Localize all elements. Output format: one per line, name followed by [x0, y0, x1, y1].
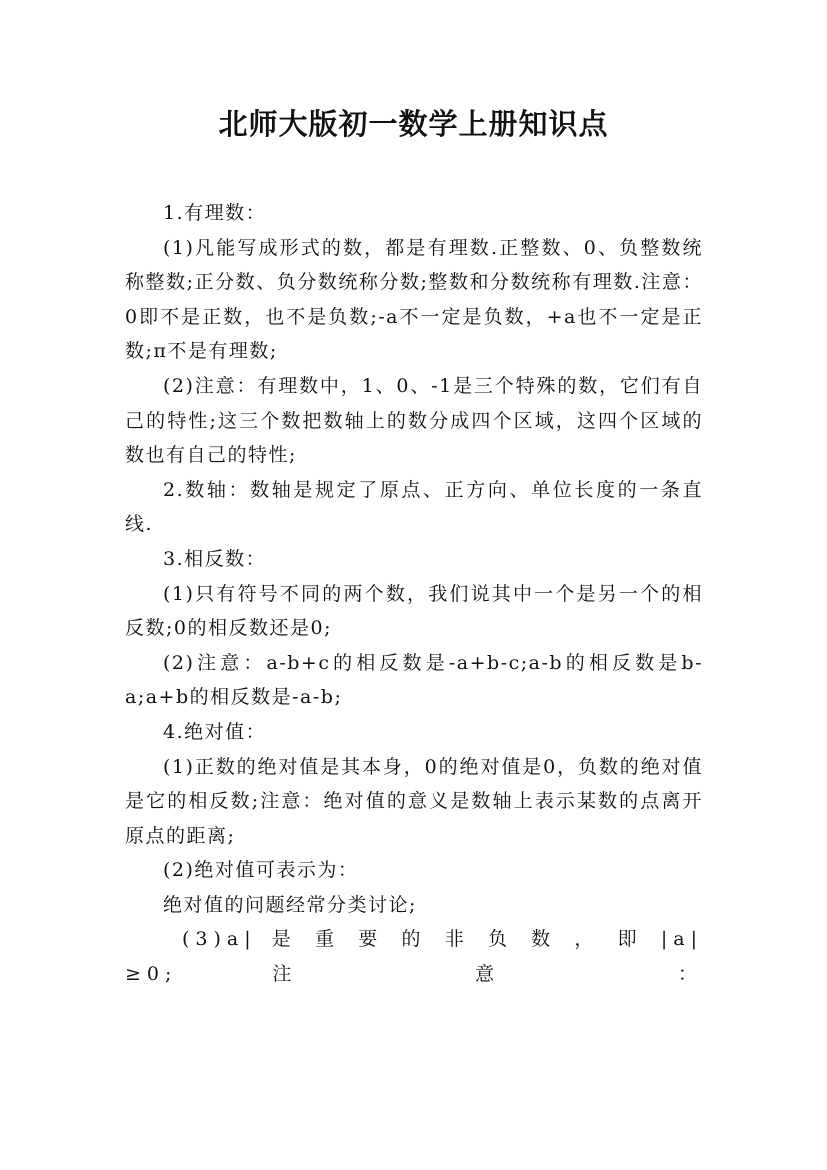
paragraph-number-line: 2.数轴：数轴是规定了原点、正方向、单位长度的一条直线.	[125, 478, 703, 536]
paragraph-absolute-definition: (1)正数的绝对值是其本身，0的绝对值是0，负数的绝对值是它的相反数;注意：绝对值的意义是数轴上表示某数的点离开原点的距离;	[125, 755, 703, 847]
paragraph-absolute-nonnegative: (3)a| 是 重 要 的 非 负 数 ， 即 |a| ≥0; 注 意 ：	[125, 928, 703, 986]
heading-rational-numbers: 1.有理数：	[163, 202, 267, 224]
heading-absolute-value: 4.绝对值：	[163, 720, 267, 743]
paragraph-absolute-discussion: 绝对值的问题经常分类讨论;	[163, 893, 417, 916]
heading-opposite-numbers: 3.相反数：	[163, 547, 267, 570]
document-body	[125, 196, 703, 992]
paragraph-opposite-definition: (1)只有符号不同的两个数，我们说其中一个是另一个的相反数;0的相反数还是0;	[125, 582, 703, 640]
document-title: 北师大版初一数学上册知识点	[218, 107, 609, 141]
paragraph-rational-definition: (1)凡能写成形式的数，都是有理数.正整数、0、负整数统称整数;正分数、负分数统称分数;整数和分数统称有理数.注意：0即不是正数，也不是负数;-a不一定是负数，+a也不一定是正数;π不是有理数;	[125, 236, 703, 363]
paragraph-absolute-expression: (2)绝对值可表示为：	[163, 859, 359, 882]
paragraph-opposite-note: (2)注意：a-b+c的相反数是-a+b-c;a-b的相反数是b-a;a+b的相反数是-a-b;	[125, 651, 703, 709]
paragraph-rational-note: (2)注意：有理数中，1、0、-1是三个特殊的数，它们有自己的特性;这三个数把数轴上的数分成四个区域，这四个区域的数也有自己的特性;	[125, 374, 703, 467]
